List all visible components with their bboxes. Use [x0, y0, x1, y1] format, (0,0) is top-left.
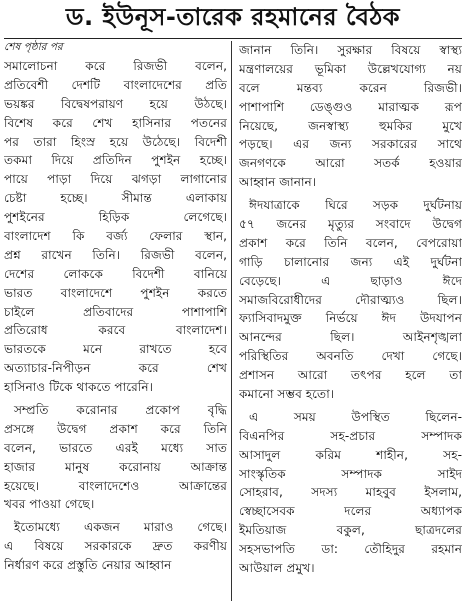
article-line: চাইলে প্রতিবাদের পাশাপাশি	[4, 304, 227, 319]
article-line: সম্প্রতি করোনার প্রকোপ বৃদ্ধি	[14, 403, 227, 418]
article-line: পরিস্থিতির অবনতি দেখা গেছে।	[239, 349, 462, 364]
article-line: ইতোমধ্যে একজন মারাও গেছে।	[14, 520, 227, 535]
article-line: খবর পাওয়া গেছে।	[4, 497, 95, 512]
article-line: গাড়ি চালানোর জন্য এই দুর্ঘটনা	[239, 254, 462, 269]
article-line: বিশেষ করে শেখ হাসিনার পতনের	[4, 115, 227, 130]
article-line: দেশের লোককে বিদেশী বানিয়ে	[4, 266, 227, 281]
article-line: পায়ে পাড়া দিয়ে ঝগড়া লাগানোর	[4, 172, 227, 187]
article-line: আনন্দের ছিল। আইনশৃঙ্খলা	[239, 330, 462, 345]
article-line: সমালোচনা করে রিজভী বলেন,	[4, 59, 227, 73]
article-line: প্রশাসন আরো তৎপর হলে তা	[239, 368, 462, 383]
article-line: ৫৭ জনের মৃত্যুর সংবাদে উদ্বেগ	[239, 217, 462, 232]
article-line: পড়ছে। এর জন্য সরকারের সাথে	[239, 137, 462, 152]
article-line: বলেন, ভারতে এরই মধ্যে সাত	[4, 440, 227, 455]
article-line: বলে মন্তব্য করেন রিজভী।	[239, 80, 462, 95]
article-line: প্রশ্ন রাখেন তিনি। রিজভী বলেন,	[4, 247, 227, 262]
article-line: ভারত বাংলাদেশে পুশইন করতে	[4, 285, 227, 300]
article-line: প্রতিবেশী দেশটি বাংলাদেশের প্রতি	[4, 77, 227, 92]
article-line: আহ্বান জানান।	[239, 175, 317, 190]
article-line: বেড়েছে। এ ছাড়াও ঈদে	[239, 273, 462, 288]
article-line: আসাদুল করিম শাহীন, সহ-	[239, 447, 462, 462]
left-body	[4, 57, 227, 575]
article-line: পাশাপাশি ডেঙ্গুও মারাত্মক রূপ	[239, 99, 462, 114]
left-column	[4, 41, 227, 575]
right-column	[239, 41, 462, 578]
article-line: ঈদযাত্রাকে ঘিরে সড়ক দুর্ঘটনায়	[249, 198, 462, 213]
article-line: জনগণকে আরো সতর্ক হওয়ার	[239, 156, 462, 171]
article-line: হাজার মানুষ করোনায় আক্রান্ত	[4, 459, 227, 474]
article-line: আউয়াল প্রমুখ।	[239, 561, 315, 576]
article-line: এ সময় উপস্থিত ছিলেন-	[249, 409, 462, 424]
article-line: মন্ত্রণালয়ের ভূমিকা উল্লেখযোগ্য নয়	[239, 61, 462, 76]
article-line: জানান তিনি। সুরক্ষার বিষয়ে স্বাস্থ্য	[239, 43, 462, 57]
headline: ড. ইউনূস-তারেক রহমানের বৈঠক	[65, 3, 401, 31]
article-line: নির্ধারণ করে প্রস্তুতি নেয়ার আহ্বান	[4, 558, 172, 573]
article-line: সাংস্কৃতিক সম্পাদক সাইদ	[239, 466, 462, 481]
article-line: স্বেচ্ছাসেবক দলের অধ্যাপক	[239, 504, 462, 519]
article-line: অত্যাচার-নিপীড়ন করে শেখ	[4, 361, 227, 376]
article-line: হয়েছে। বাংলাদেশেও আক্রান্তের	[4, 478, 227, 493]
right-body	[239, 41, 462, 578]
article-line: নিয়েছে, জনস্বাস্থ্য হুমকির মুখে	[239, 118, 462, 133]
article-line: বিএনপির সহ-প্রচার সম্পাদক	[239, 428, 462, 443]
article-line: পুশইনের হিড়িক লেগেছে।	[4, 210, 227, 225]
article-line: প্রসঙ্গে উদ্বেগ প্রকাশ করে তিনি	[4, 421, 227, 436]
article-line: ভারতকে মনে রাখতে হবে	[4, 342, 227, 357]
article-line: সমাজবিরোধীদের দৌরাত্ম্যও ছিল।	[239, 292, 462, 307]
article-line: ফ্যাসিবাদমুক্ত নির্ভয়ে ঈদ উদযাপন	[239, 311, 462, 326]
article-line: বাংলাদেশ কি বর্জ্য ফেলার স্থান,	[4, 229, 227, 244]
headline-rule	[4, 38, 462, 39]
article-line: কমানো সম্ভব হতো।	[239, 387, 335, 402]
article-line: প্রতিরোধ করবে বাংলাদেশ।	[4, 323, 227, 338]
article-line: সহসভাপতি ডা: তৌহিদুর রহমান	[239, 542, 462, 557]
article-line: প্রকাশ করে তিনি বলেন, বেপরোয়া	[239, 235, 462, 250]
article-line: চেষ্টা হচ্ছে। সীমান্ত এলাকায়	[4, 191, 227, 206]
column-divider	[231, 41, 232, 601]
article-line: ভয়ঙ্কর বিদ্বেষপরায়ণ হয়ে উঠছে।	[4, 96, 227, 111]
article-line: হাসিনাও টিকে থাকতে পারেনি।	[4, 380, 153, 395]
article-line: সোহরাব, সদস্য মাহবুব ইসলাম,	[239, 485, 462, 500]
article-line: তকমা দিয়ে প্রতিদিন পুশইন হচ্ছে।	[4, 153, 227, 168]
article-line: ইমতিয়াজ বকুল, ছাত্রদলের	[239, 523, 462, 538]
article-line: এ বিষয়ে সরকারকে দ্রুত করণীয়	[4, 539, 227, 554]
continuation-label: শেষ পৃষ্ঠার পর	[4, 41, 63, 53]
article-line: পর তারা হিংস্র হয়ে উঠেছে। বিদেশী	[4, 134, 227, 149]
